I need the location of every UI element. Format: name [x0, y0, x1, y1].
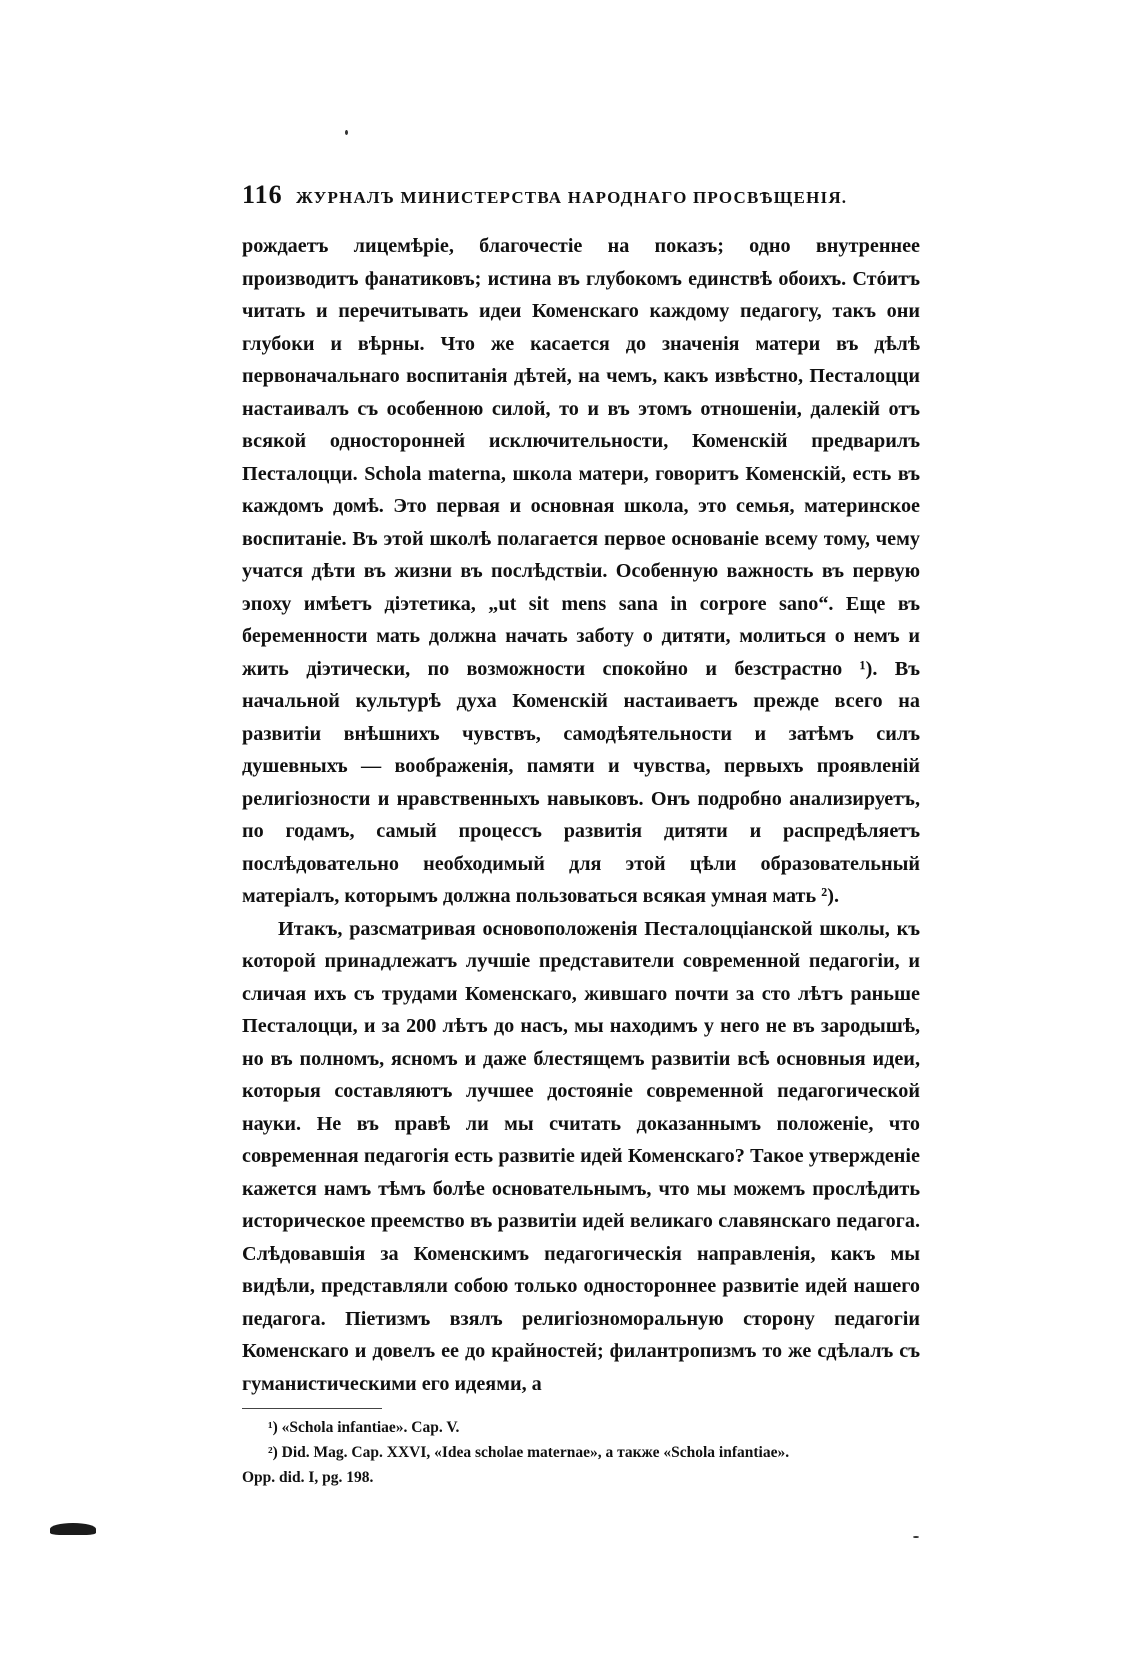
footnote-2-continuation: Opp. did. I, pg. 198.	[242, 1469, 374, 1486]
ink-blot-mark	[50, 1523, 96, 1535]
footnote-divider	[242, 1408, 382, 1409]
footnotes	[242, 1415, 920, 1490]
paper-speck	[913, 1536, 919, 1538]
paper-speck	[345, 130, 348, 135]
paragraph-1: рождаетъ лицемѣріе, благочестіе на показъ; одно внутреннее производитъ фанатиковъ; истина въ глубокомъ единствѣ обоихъ. Стóитъ читать и перечитывать идеи Коменскаго каждому педагогу, такъ они глубоки и вѣрны. Что же касается до значенія матери въ дѣлѣ первоначальнаго воспитанія дѣтей, на чемъ, какъ извѣстно, Песталоцци настаивалъ съ особенною силой, то и въ этомъ отношеніи, далекій отъ всякой односторонней исключительности, Коменскій предварилъ Песталоцци. Schola materna, школа матери, говоритъ Коменскій, есть въ каждомъ домѣ. Это первая и основная школа, это семья, материнское воспитаніе. Въ этой школѣ полагается первое основаніе всему тому, чему учатся дѣти въ жизни въ послѣдствіи. Особенную важность въ первую эпоху имѣетъ діэтетика, „ut sit mens sana in corpore sano“. Еще въ беременности мать должна начать заботу о дитяти, молиться о немъ и жить діэтически, по возможности спокойно и безстрастно ¹). Въ начальной культурѣ духа Коменскій настаиваетъ прежде всего на развитіи внѣшнихъ чувствъ, самодѣятельности и затѣмъ силъ душевныхъ — воображенія, памяти и чувства, первыхъ проявленій религіозности и нравственныхъ навыковъ. Онъ подробно анализируетъ, по годамъ, самый процессъ развитія дитяти и распредѣляетъ послѣдовательно необходимый для этой цѣли образовательный матеріалъ, которымъ должна пользоваться всякая умная мать ²).	[242, 235, 920, 907]
footnote-2	[242, 1440, 920, 1490]
paragraph-2: Итакъ, разсматривая основоположенія Песталоцціанской школы, къ которой принадлежатъ лучшіе представители современной педагогіи, и сличая ихъ съ трудами Коменскаго, жившаго почти за сто лѣтъ раньше Песталоцци, и за 200 лѣтъ до насъ, мы находимъ у него не въ зародышѣ, но въ полномъ, ясномъ и даже блестящемъ развитіи всѣ основныя идеи, которыя составляютъ лучшее достояніе современной педагогической науки. Не въ правѣ ли мы считать доказаннымъ положеніе, что современная педагогія есть развитіе идей Коменскаго? Такое утвержденіе кажется намъ тѣмъ болѣе основательнымъ, что мы можемъ прослѣдить историческое преемство въ развитіи идей великаго славянскаго педагога. Слѣдовавшія за Коменскимъ педагогическія направленія, какъ мы видѣли, представляли собою только одностороннее развитіе идей нашего педагога. Піетизмъ взялъ религіозноморальную сторону педагогіи Коменскаго и довелъ ее до крайностей; филантропизмъ то же сдѣлалъ съ гуманистическими его идеями, а	[242, 917, 920, 1395]
footnote-1: ¹) «Schola infantiae». Cap. V.	[268, 1419, 460, 1436]
footnote-2-text: ²) Did. Mag. Cap. XXVI, «Idea scholae maternae», а также «Schola infantiae».	[268, 1444, 790, 1461]
page-header	[242, 180, 920, 214]
book-page	[242, 180, 920, 1490]
page-number: 116	[242, 180, 283, 209]
running-title: ЖУРНАЛЪ МИНИСТЕРСТВА НАРОДНАГО ПРОСВѢЩЕНІЯ.	[296, 188, 848, 207]
body-text	[242, 230, 920, 1400]
